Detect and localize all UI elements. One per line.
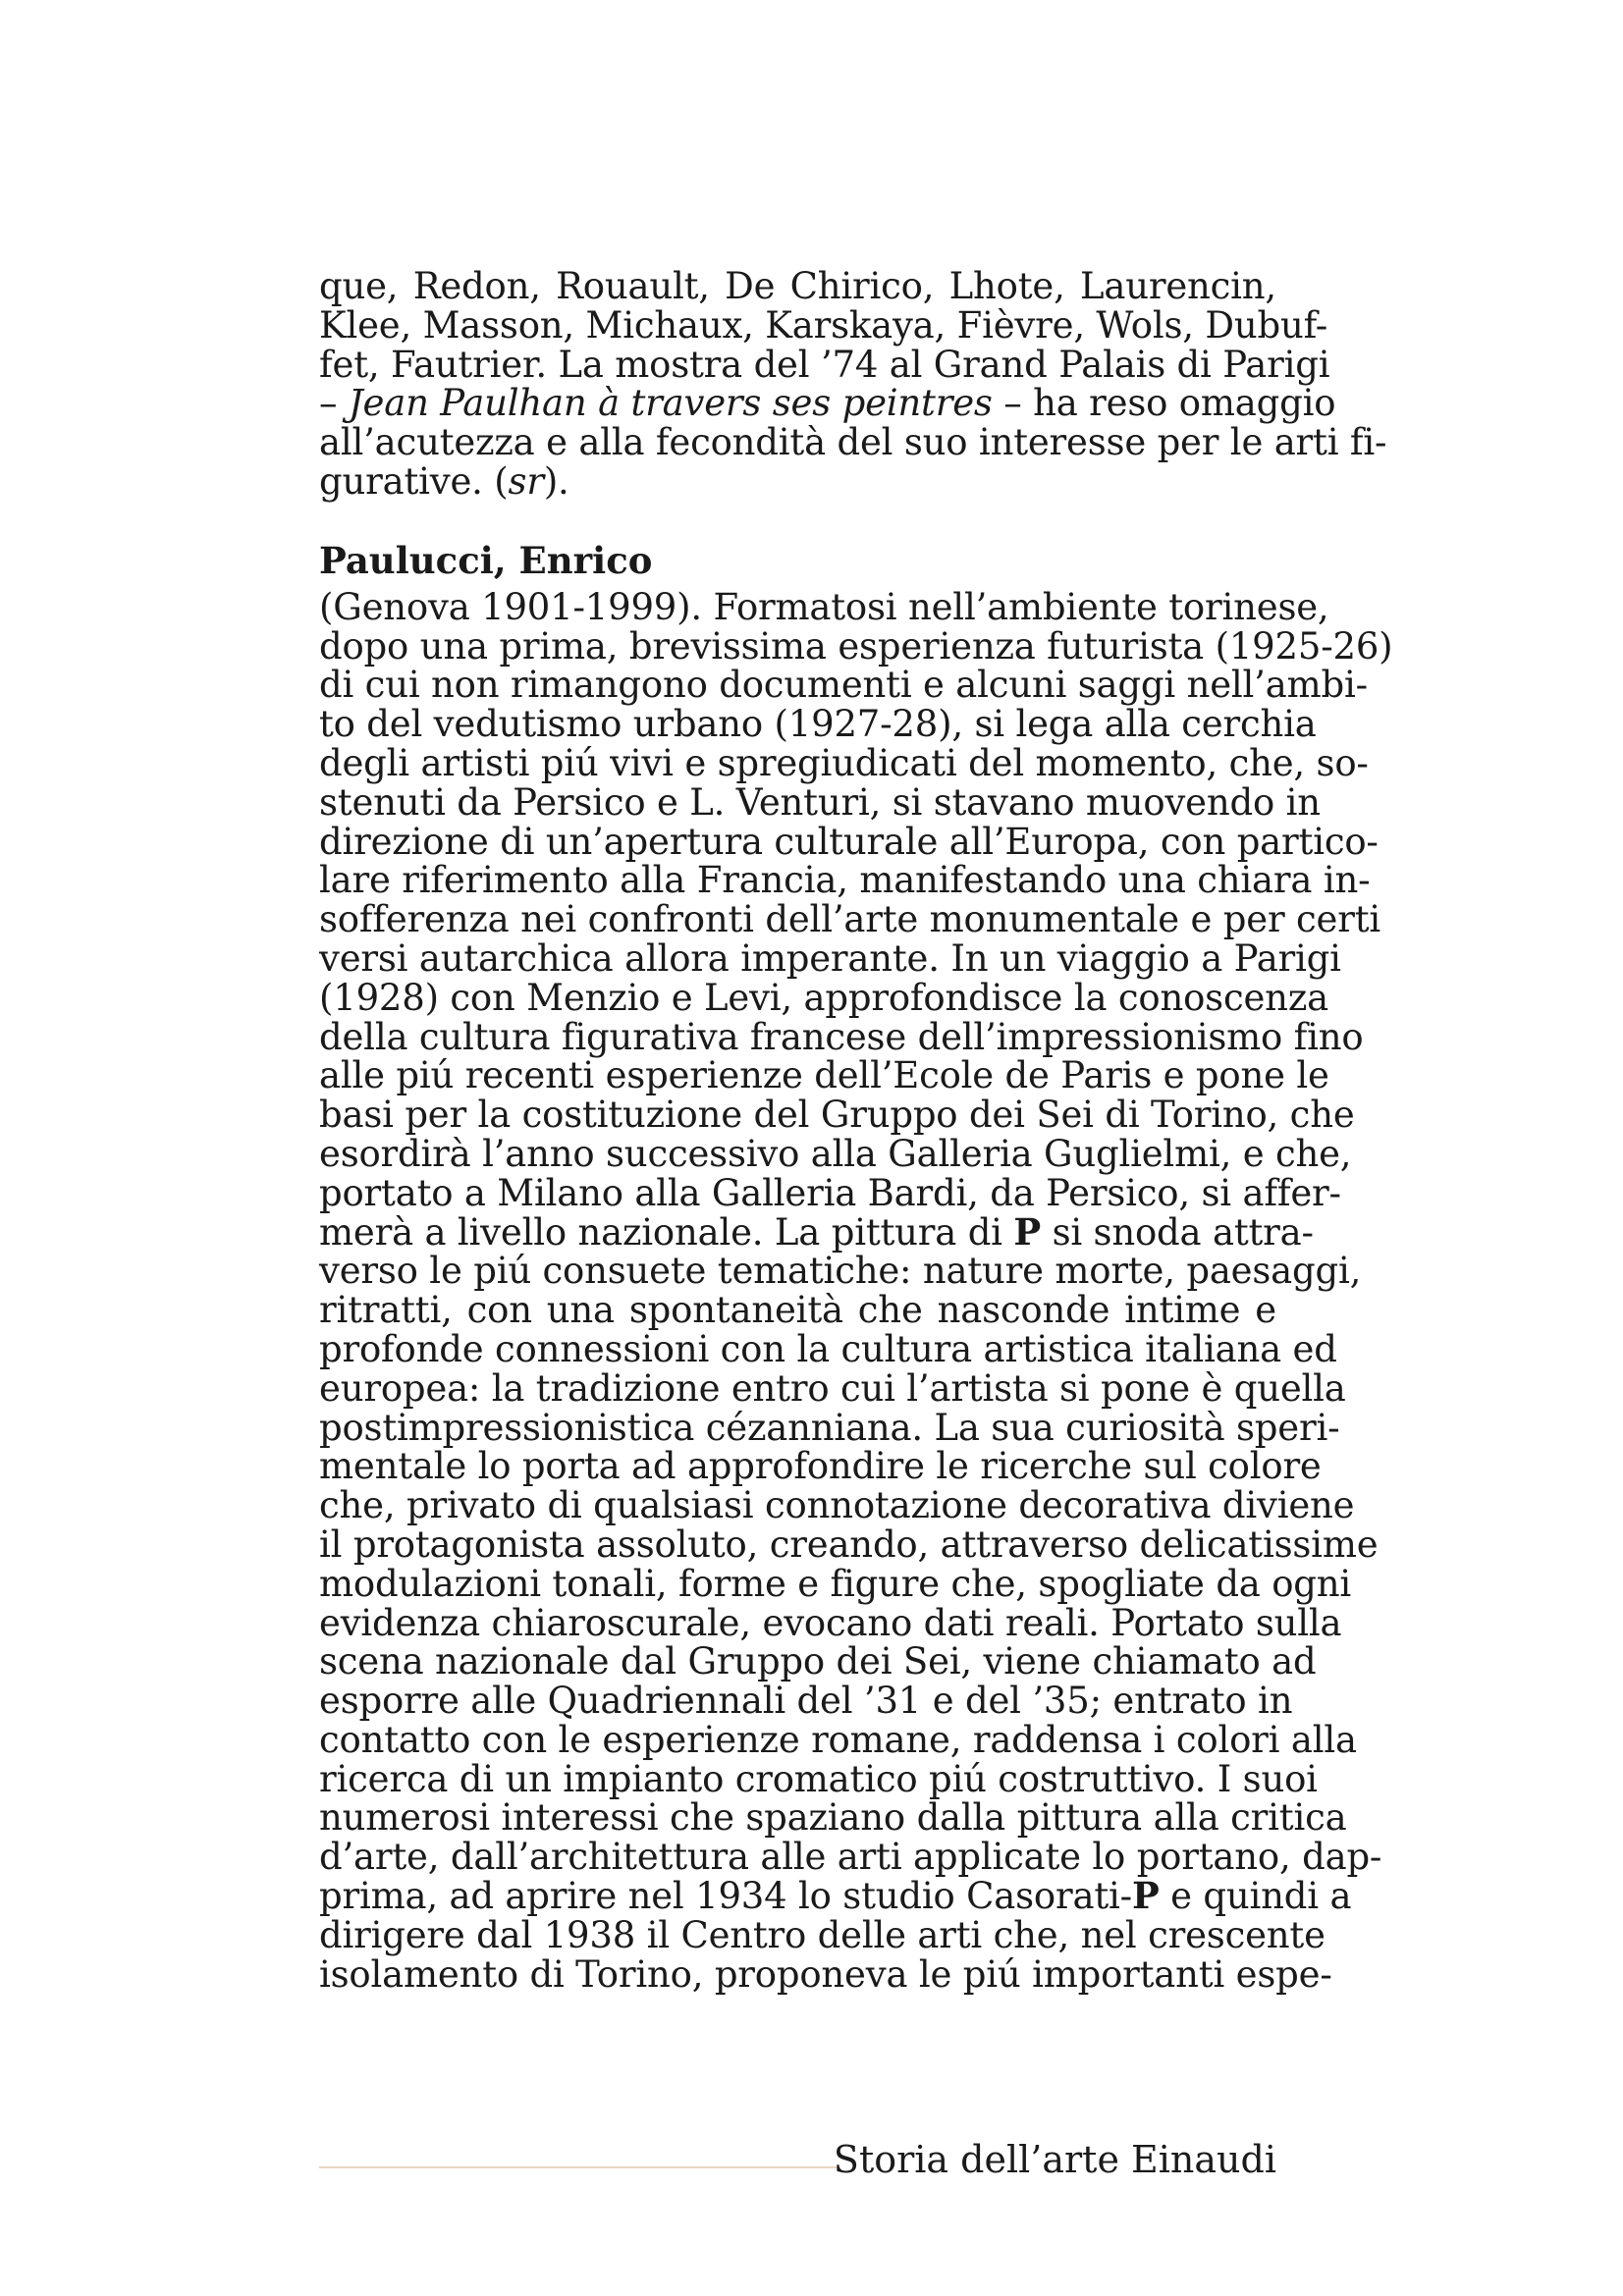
text-line: della cultura figurativa francese dell’impressionismo fino (319, 1015, 1364, 1058)
text-line: europea: la tradizione entro cui l’artista si pone è quella (319, 1366, 1346, 1410)
text-line: esordirà l’anno successivo alla Galleria Guglielmi, e che, (319, 1132, 1352, 1175)
abbrev-p: P (1131, 1874, 1160, 1918)
text-fragment: si snoda attra- (1041, 1210, 1314, 1254)
page-body (319, 265, 1393, 1996)
text-fragment: e quindi a (1159, 1875, 1352, 1918)
text-line (319, 1874, 1352, 1918)
exhibition-title: Jean Paulhan à travers ses peintres (348, 382, 993, 425)
text-line (319, 1209, 1314, 1254)
dash: – (992, 382, 1034, 425)
text-line: sofferenza nei confronti dell’arte monumentale e per certi (319, 898, 1381, 941)
text-line: modulazioni tonali, forme e figure che, spogliate da ogni (319, 1562, 1352, 1605)
footer-title: Storia dell’arte Einaudi (833, 2138, 1276, 2181)
text-line: ritratti, con una spontaneità che nasconde intime e (319, 1289, 1276, 1332)
text-line: evidenza chiaroscurale, evocano dati reali. Portato sulla (319, 1601, 1342, 1644)
text-line: profonde connessioni con la cultura artistica italiana ed (319, 1327, 1337, 1370)
text-line: versi autarchica allora imperante. In un viaggio a Parigi (319, 936, 1341, 980)
text-fragment: ha reso omaggio (1033, 382, 1336, 425)
previous-entry (319, 265, 1387, 503)
text-line: verso le piú consuete tematiche: nature morte, paesaggi, (319, 1250, 1362, 1293)
text-line: numerosi interessi che spaziano dalla pittura alla critica (319, 1796, 1347, 1840)
text-line: portato a Milano alla Galleria Bardi, da Persico, si affer- (319, 1171, 1341, 1214)
text-line: ricerca di un impianto cromatico piú costruttivo. I suoi (319, 1757, 1318, 1800)
main-entry (319, 538, 1393, 1996)
text-line: il protagonista assoluto, creando, attraverso delicatissime (319, 1522, 1379, 1566)
text-line: fet, Fautrier. La mostra del ’74 al Grand Palais di Parigi (319, 343, 1330, 386)
text-line: mentale lo porta ad approfondire le ricerche sul colore (319, 1445, 1322, 1488)
text-line: d’arte, dall’architettura alle arti applicate lo portano, dap- (319, 1836, 1382, 1879)
text-line: scena nazionale dal Gruppo dei Sei, viene chiamato ad (319, 1640, 1317, 1683)
text-line: all’acutezza e alla fecondità del suo interesse per le arti fi- (319, 421, 1387, 464)
text-line: direzione di un’apertura culturale all’Europa, con partico- (319, 820, 1379, 863)
paren: ( (482, 459, 509, 503)
text-line: to del vedutismo urbano (1927-28), si lega alla cerchia (319, 703, 1317, 746)
text-fragment: gurative. (319, 459, 483, 503)
entry-heading: Paulucci, Enrico (319, 538, 653, 582)
text-line: esporre alle Quadriennali del ’31 e del ’35; entrato in (319, 1680, 1293, 1723)
text-line: (1928) con Menzio e Levi, approfondisce la conoscenza (319, 976, 1328, 1019)
page-footer (319, 2136, 1276, 2185)
text-line: di cui non rimangono documenti e alcuni saggi nell’ambi- (319, 664, 1368, 707)
text-line: isolamento di Torino, proponeva le piú importanti espe- (319, 1952, 1332, 1996)
text-line: postimpressionistica cézanniana. La sua curiosità speri- (319, 1406, 1340, 1449)
text-line: degli artisti piú vivi e spregiudicati del momento, che, so- (319, 741, 1369, 784)
text-line (319, 382, 1336, 425)
text-fragment: merà a livello nazionale. La pittura di (319, 1210, 1002, 1254)
text-line: basi per la costituzione del Gruppo dei Sei di Torino, che (319, 1094, 1355, 1137)
text-line: Klee, Masson, Michaux, Karskaya, Fièvre, Wols, Dubuf- (319, 303, 1328, 347)
text-line: (Genova 1901-1999). Formatosi nell’ambiente torinese, (319, 585, 1329, 628)
abbrev-p: P (1013, 1209, 1042, 1254)
author-initials: sr (508, 459, 544, 503)
text-line (319, 459, 1276, 503)
text-line: alle piú recenti esperienze dell’Ecole de Paris e pone le (319, 1054, 1329, 1097)
text-line: dopo una prima, brevissima esperienza futurista (1925-26) (319, 624, 1393, 667)
text-line: stenuti da Persico e L. Venturi, si stavano muovendo in (319, 780, 1321, 824)
text-line: che, privato di qualsiasi connotazione decorativa diviene (319, 1484, 1355, 1527)
text-line: dirigere dal 1938 il Centro delle arti che, nel crescente (319, 1913, 1325, 1956)
dash: – (319, 382, 349, 425)
footer-rule (319, 2166, 838, 2168)
paren: ). (543, 459, 569, 503)
text-line: lare riferimento alla Francia, manifestando una chiara in- (319, 859, 1371, 902)
text-line: contatto con le esperienze romane, raddensa i colori alla (319, 1718, 1357, 1761)
text-fragment: prima, ad aprire nel 1934 lo studio Casorati- (319, 1875, 1132, 1918)
text-line: que, Redon, Rouault, De Chirico, Lhote, Laurencin, (319, 265, 1276, 307)
